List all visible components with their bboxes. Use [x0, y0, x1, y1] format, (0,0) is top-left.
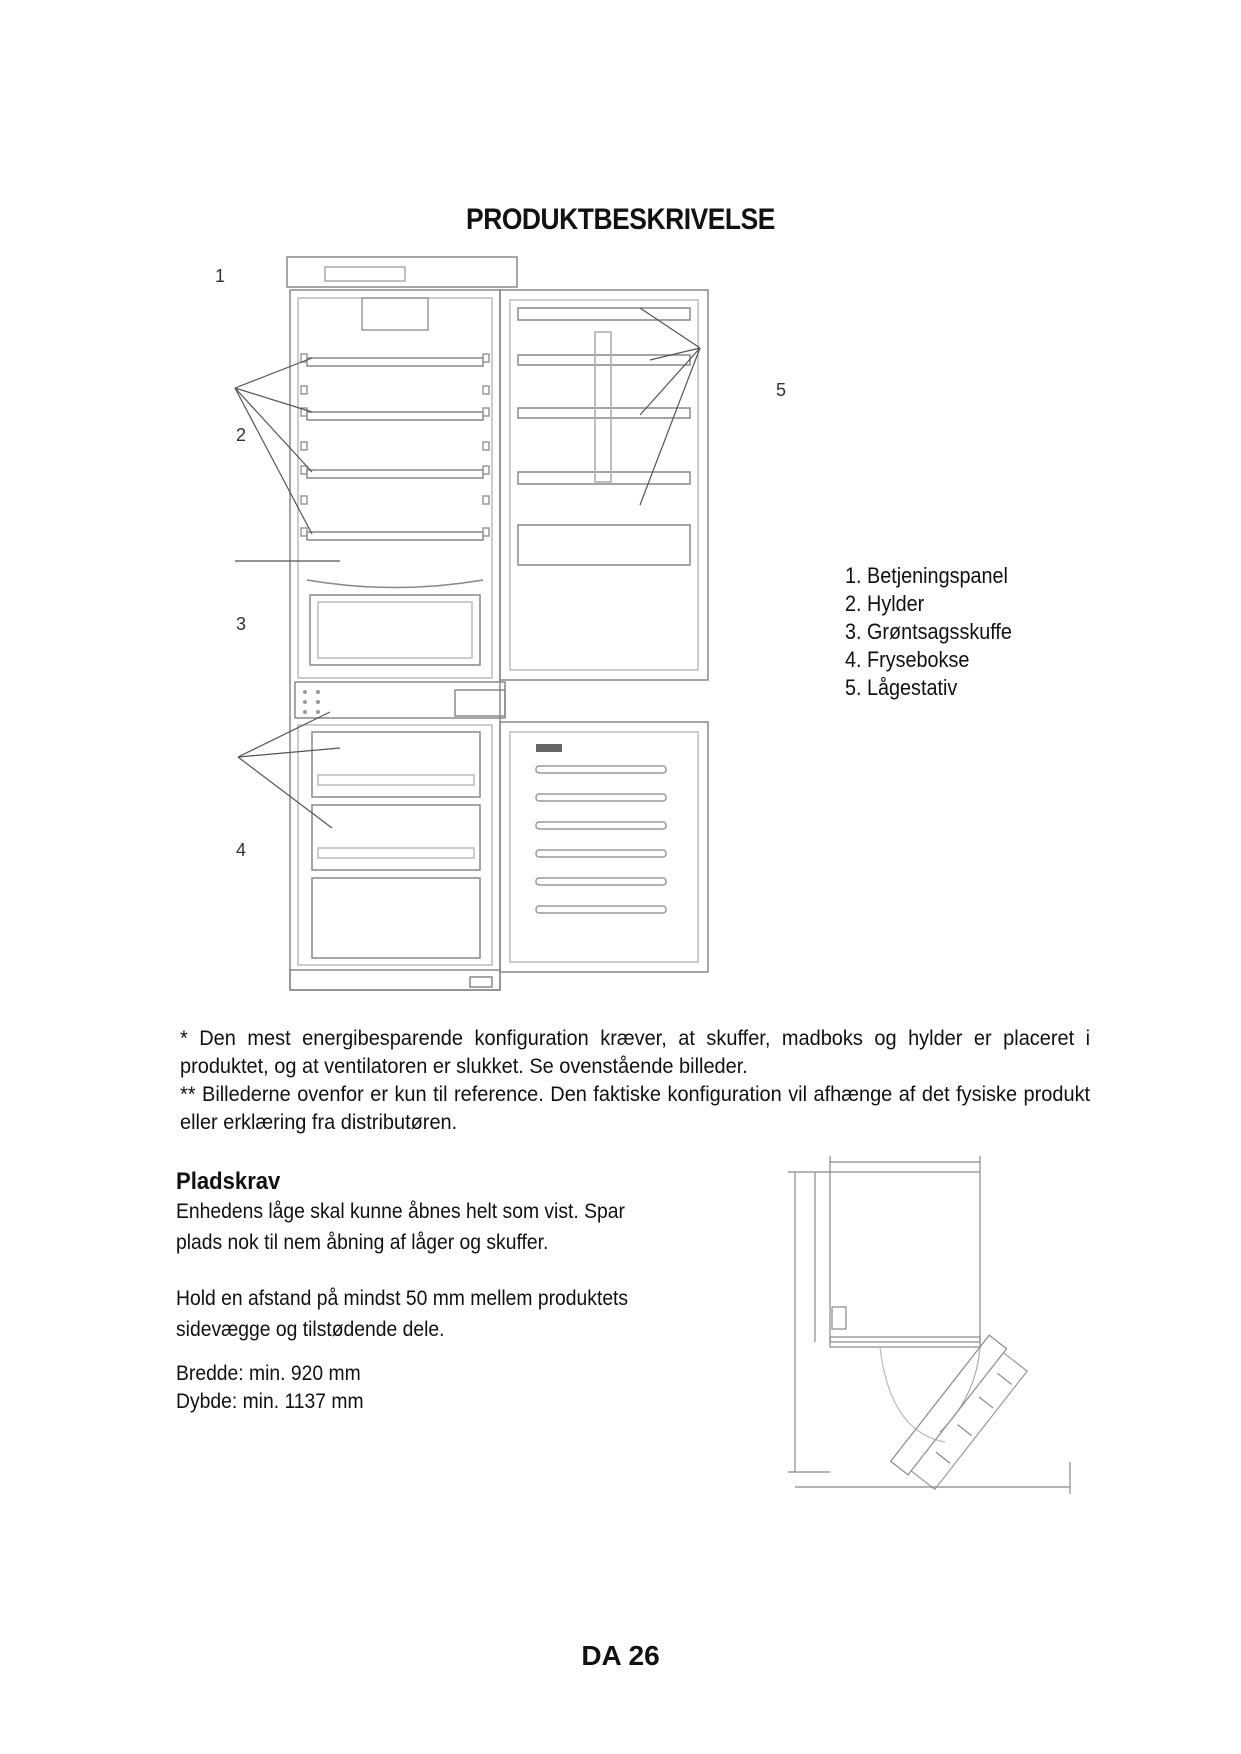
space-text-line: sidevægge og tilstødende dele.: [176, 1318, 445, 1341]
space-text-line: Enhedens låge skal kunne åbnes helt som vist. Spar: [176, 1200, 625, 1223]
freezer-box-1: [312, 732, 480, 797]
callout-1: 1: [215, 266, 226, 286]
page-title: PRODUKTBESKRIVELSE: [466, 203, 775, 236]
freezer-box-2: [312, 805, 480, 870]
legend-item: 1. Betjeningspanel: [845, 563, 1008, 588]
note-2: ** Billederne ovenfor er kun til reference. Den faktiske konfiguration vil afhænge af det fysiske produkt eller erklæring fra distributøren.: [180, 1083, 1091, 1134]
callout-5: 5: [776, 380, 787, 400]
parts-legend: [845, 562, 1030, 702]
open-door: [891, 1335, 1030, 1493]
callout-4: 4: [236, 840, 247, 860]
control-panel: [287, 257, 517, 287]
legend-item: 3. Grøntsagsskuffe: [845, 619, 1012, 644]
cabinet-body: [290, 290, 500, 990]
shelf-4: [307, 532, 483, 540]
shelf-2: [307, 412, 483, 420]
min-depth: Dybde: min. 1137 mm: [176, 1390, 364, 1413]
divider-band: [295, 682, 505, 718]
min-width: Bredde: min. 920 mm: [176, 1362, 361, 1385]
space-text-line: plads nok til nem åbning af låger og skuffer.: [176, 1231, 549, 1254]
door-bin: [518, 525, 690, 565]
legend-item: 4. Frysebokse: [845, 647, 970, 672]
legend-item: 5. Lågestativ: [845, 675, 958, 700]
installation-diagram: [770, 1142, 1190, 1512]
fridge-door: [500, 290, 708, 680]
legend-item: 2. Hylder: [845, 591, 925, 616]
space-text-line: Hold en afstand på mindst 50 mm mellem produktets: [176, 1287, 629, 1310]
note-1: * Den mest energibesparende konfiguration kræver, at skuffer, madboks og hylder er placeret i produktet, og at ventilatoren er slukket. Se ovenstående billeder.: [180, 1027, 1091, 1078]
notes: [180, 1025, 1090, 1137]
fridge-diagram: [200, 250, 760, 1010]
freezer-box-3: [312, 878, 480, 958]
shelf-1: [307, 358, 483, 366]
cabinet-outline: [830, 1172, 980, 1342]
crisper-drawer: [310, 595, 480, 665]
shelf-3: [307, 470, 483, 478]
callout-3: 3: [236, 614, 247, 634]
callout-2: 2: [236, 425, 247, 445]
page-number: DA 26: [581, 1640, 660, 1671]
space-heading: Pladskrav: [176, 1168, 281, 1195]
freezer-door: [500, 722, 708, 972]
